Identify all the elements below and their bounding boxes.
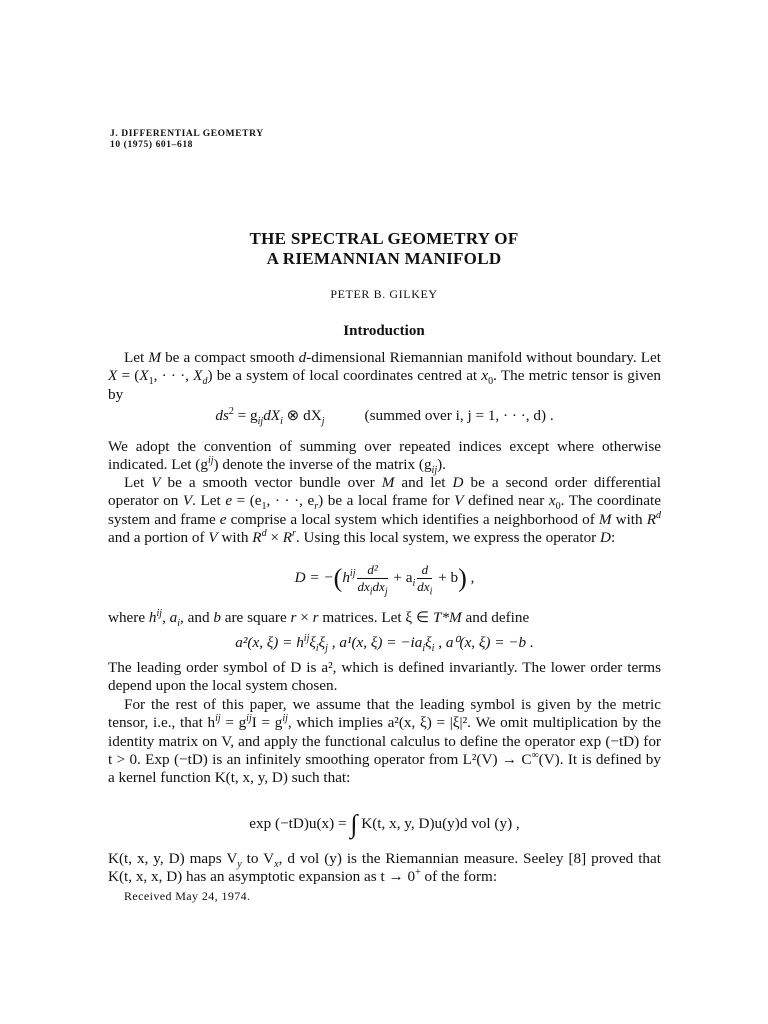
paragraph-7: K(t, x, y, D) maps $V_y$ to $V_x$, d vol (y) is the Riemannian measure. Seeley [8] proved that K(t, x, x, D) has an asymptotic expansion as t → 0+ of the form: bbox=[108, 850, 661, 886]
equation-metric: $ds^2 = g_{ij}dX_i$ ⊗ $dX_j$ (summed over i, j = 1, · · ·, d) . bbox=[215, 405, 554, 428]
paper-title-line-2: A RIEMANNIAN MANIFOLD bbox=[266, 249, 502, 268]
paragraph-2: We adopt the convention of summing over repeated indices except where otherwise indicated. Let $(g^{ij})$ denote the inverse of the matrix $(g_{ij})$. bbox=[108, 438, 661, 477]
journal-name: J. DIFFERENTIAL GEOMETRY bbox=[110, 129, 264, 139]
footnote: Received May 24, 1974. bbox=[124, 889, 251, 903]
journal-header bbox=[110, 129, 264, 151]
equation-kernel: exp (−tD)u(x) = ∫ K(t, x, y, D)u(y)d vol (y) , bbox=[249, 809, 520, 839]
paragraph-3: Let V be a smooth vector bundle over M and let D be a second order differential operator on V. Let $e = (e_1$, · · ·, $e_r$) be a local frame for V defined near $x_0$. The coordinate system and frame e comprise a local system which identifies a neighborhood of M with $R^d$ and a portion of V with $R^d \times R^r$. Using this local system, we express the operator D: bbox=[108, 474, 662, 546]
journal-volume: 10 (1975) 601–618 bbox=[110, 140, 194, 150]
paragraph-1: Let M be a compact smooth d-dimensional Riemannian manifold without boundary. Let $X = (X_1$, · · ·, $X_d$) be a system of local coordinates centred at $x_0$. The metric tensor is given by bbox=[108, 349, 662, 403]
paragraph-5: The leading order symbol of D is a², which is defined invariantly. The lower order terms depend upon the local system chosen. bbox=[108, 659, 661, 695]
equation-symbols: a²(x, $\xi) = h^{ij}\xi_i\xi_j$ , a¹(x, $\xi) = -ia_i\xi_i$ , a⁰(x, ξ) = −b . bbox=[235, 632, 534, 655]
paper-title-line-1: THE SPECTRAL GEOMETRY OF bbox=[249, 229, 519, 248]
section-heading: Introduction bbox=[343, 323, 425, 339]
paragraph-4: where $h^{ij}$, $a_i$, and b are square r × r matrices. Let ξ ∈ T*M and define bbox=[108, 607, 530, 630]
equation-operator: $D = -(h^{ij}$ $\frac{\text{d²}}{dx_idx_j}$ + $a_i$ $\frac{d}{dx_i}$ + b) , bbox=[294, 562, 475, 598]
paragraph-6: For the rest of this paper, we assume that the leading symbol is given by the metric tensor, i.e., that $h^{ij} = g^{ij}I = g^{ij}$, which implies a²(x, ξ) = |ξ|². We omit multiplication by the identity matrix on V, and apply the functional calculus to define the operator exp (−tD) for t > 0. Exp (−tD) is an infinitely smoothing operator from L²(V) → C∞(V). It is defined by a kernel function K(t, x, y, D) such that: bbox=[108, 696, 662, 787]
author: PETER B. GILKEY bbox=[330, 287, 438, 301]
